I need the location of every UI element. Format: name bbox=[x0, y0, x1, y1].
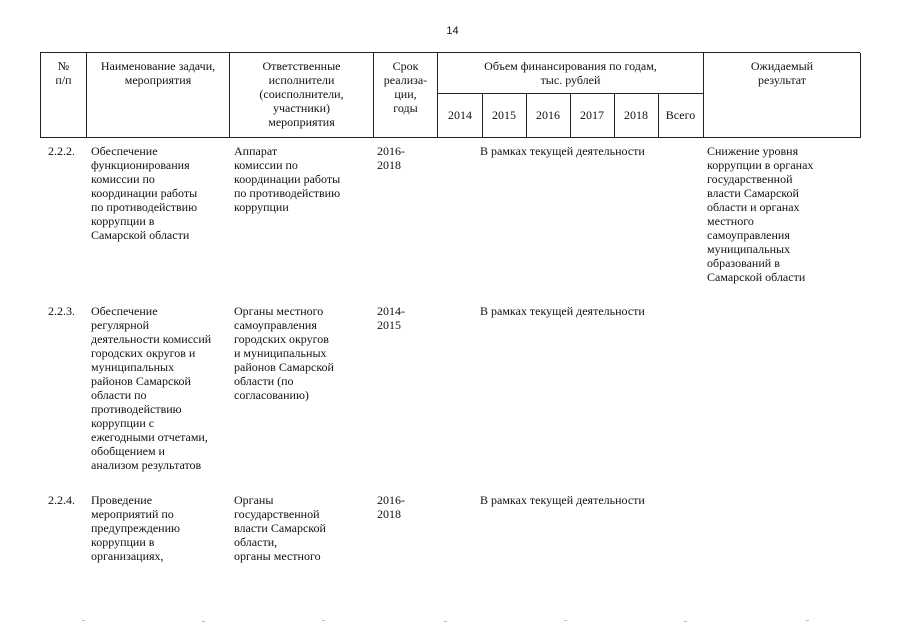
scan-speck bbox=[684, 621, 687, 622]
header-year-2016: 2016 bbox=[526, 93, 571, 138]
table-header bbox=[40, 52, 860, 138]
row-result: Снижение уровня коррупции в органах государственной власти Самарской области и органах местного самоуправления муниципальных образований в Самарской области bbox=[707, 144, 814, 284]
header-year-2017: 2017 bbox=[570, 93, 615, 138]
row-term: 2014- 2015 bbox=[377, 304, 405, 332]
row-term: 2016- 2018 bbox=[377, 493, 405, 521]
row-responsible: Органы местного самоуправления городских округов и муниципальных районов Самарской области (по согласованию) bbox=[234, 304, 334, 402]
row-funding: В рамках текущей деятельности bbox=[480, 304, 645, 318]
row-responsible: Органы государственной власти Самарской области, органы местного bbox=[234, 493, 326, 563]
page-number: 14 bbox=[446, 25, 459, 37]
row-task-name: Обеспечение функционирования комиссии по координации работы по противодействию коррупции в Самарской области bbox=[91, 144, 198, 242]
row-funding: В рамках текущей деятельности bbox=[480, 144, 645, 158]
header-year-2014: 2014 bbox=[438, 93, 483, 138]
header-task-name: Наименование задачи, мероприятия bbox=[87, 53, 230, 138]
row-funding: В рамках текущей деятельности bbox=[480, 493, 645, 507]
row-number: 2.2.2. bbox=[48, 144, 75, 158]
header-year-2015: 2015 bbox=[482, 93, 527, 138]
scan-speck bbox=[806, 620, 809, 621]
row-responsible: Аппарат комиссии по координации работы по противодействию коррупции bbox=[234, 144, 341, 214]
header-responsible: Ответственные исполнители (соисполнители, участники) мероприятия bbox=[230, 53, 374, 138]
row-task-name: Обеспечение регулярной деятельности комиссий городских округов и муниципальных районов Самарской области по противодействию коррупции с ежегодными отчетами, обобщением и анализом результатов bbox=[91, 304, 212, 472]
scan-speck bbox=[564, 620, 567, 621]
header-year-2018: 2018 bbox=[614, 93, 659, 138]
row-term: 2016- 2018 bbox=[377, 144, 405, 172]
header-term: Срок реализа- ции, годы bbox=[374, 53, 438, 138]
header-funding: Объем финансирования по годам, тыс. рублей bbox=[438, 53, 704, 94]
row-number: 2.2.3. bbox=[48, 304, 75, 318]
header-number: № п/п bbox=[41, 53, 87, 138]
scan-speck bbox=[322, 620, 325, 621]
row-number: 2.2.4. bbox=[48, 493, 75, 507]
scan-speck bbox=[82, 620, 85, 621]
scan-speck bbox=[202, 621, 205, 622]
row-task-name: Проведение мероприятий по предупреждению коррупции в организациях, bbox=[91, 493, 180, 563]
scan-speck bbox=[444, 621, 447, 622]
header-total: Всего bbox=[658, 93, 704, 138]
header-result: Ожидаемый результат bbox=[704, 53, 861, 138]
